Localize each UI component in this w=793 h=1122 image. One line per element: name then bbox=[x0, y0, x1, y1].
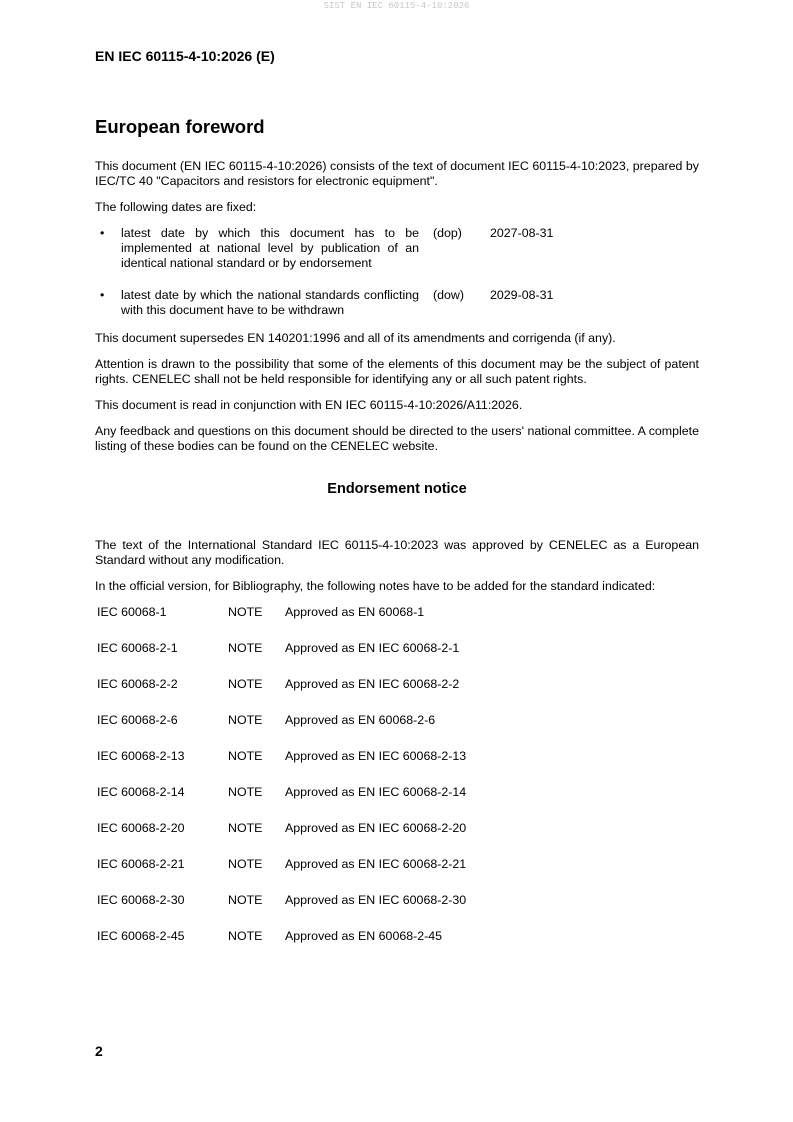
conjunction-paragraph: This document is read in conjunction with EN IEC 60115-4-10:2026/A11:2026. bbox=[95, 398, 523, 412]
note-keyword: NOTE bbox=[228, 605, 263, 619]
date-value: 2029-08-31 bbox=[490, 288, 554, 302]
note-text: Approved as EN IEC 60068-2-14 bbox=[285, 785, 467, 799]
note-row bbox=[95, 821, 699, 857]
note-text: Approved as EN IEC 60068-2-1 bbox=[285, 641, 460, 655]
note-standard: IEC 60068-2-14 bbox=[97, 785, 185, 799]
note-standard: IEC 60068-2-1 bbox=[97, 641, 178, 655]
date-row-dow bbox=[95, 288, 699, 318]
note-keyword: NOTE bbox=[228, 893, 263, 907]
note-text: Approved as EN 60068-2-45 bbox=[285, 929, 443, 943]
document-id-header: EN IEC 60115-4-10:2026 (E) bbox=[95, 48, 275, 64]
patent-paragraph: Attention is drawn to the possibility that some of the elements of this document may be the subject of patent rights. CENELEC shall not be held responsible for identifying any or all such patent rights. bbox=[95, 357, 699, 386]
date-value: 2027-08-31 bbox=[490, 226, 554, 240]
note-standard: IEC 60068-2-13 bbox=[97, 749, 185, 763]
note-row bbox=[95, 857, 699, 893]
note-standard: IEC 60068-2-20 bbox=[97, 821, 185, 835]
note-row bbox=[95, 641, 699, 677]
date-row-dop bbox=[95, 226, 699, 271]
note-text: Approved as EN IEC 60068-2-20 bbox=[285, 821, 467, 835]
watermark: SIST EN IEC 60115-4-10:2026 bbox=[323, 1, 470, 11]
note-keyword: NOTE bbox=[228, 677, 263, 691]
note-keyword: NOTE bbox=[228, 785, 263, 799]
bullet: • bbox=[100, 288, 105, 302]
note-row bbox=[95, 605, 699, 641]
date-description: latest date by which this document has to be implemented at national level by publication of an identical national standard or by endorsement bbox=[121, 226, 419, 270]
dates-list bbox=[95, 226, 699, 318]
date-abbreviation: (dop) bbox=[433, 226, 462, 240]
note-standard: IEC 60068-2-6 bbox=[97, 713, 178, 727]
note-standard: IEC 60068-2-21 bbox=[97, 857, 185, 871]
note-standard: IEC 60068-2-2 bbox=[97, 677, 178, 691]
note-row bbox=[95, 677, 699, 713]
feedback-paragraph: Any feedback and questions on this document should be directed to the users' national committee. A complete listing of these bodies can be found on the CENELEC website. bbox=[95, 424, 699, 453]
note-row bbox=[95, 713, 699, 749]
note-keyword: NOTE bbox=[228, 641, 263, 655]
note-text: Approved as EN 60068-2-6 bbox=[285, 713, 436, 727]
note-standard: IEC 60068-2-30 bbox=[97, 893, 185, 907]
date-description: latest date by which the national standards conflicting with this document have to be withdrawn bbox=[121, 288, 419, 317]
note-standard: IEC 60068-1 bbox=[97, 605, 167, 619]
note-row bbox=[95, 749, 699, 785]
date-abbreviation: (dow) bbox=[433, 288, 464, 302]
note-text: Approved as EN IEC 60068-2-2 bbox=[285, 677, 460, 691]
dates-intro: The following dates are fixed: bbox=[95, 200, 257, 214]
note-keyword: NOTE bbox=[228, 713, 263, 727]
note-row bbox=[95, 893, 699, 929]
note-keyword: NOTE bbox=[228, 857, 263, 871]
bibliography-intro: In the official version, for Bibliography, the following notes have to be added for the standard indicated: bbox=[95, 579, 656, 593]
note-text: Approved as EN IEC 60068-2-30 bbox=[285, 893, 467, 907]
endorsement-title: Endorsement notice bbox=[327, 481, 467, 497]
foreword-paragraph: This document (EN IEC 60115-4-10:2026) consists of the text of document IEC 60115-4-10:2023, prepared by IEC/TC 40 "Capacitors and resistors for electronic equipment". bbox=[95, 159, 699, 188]
page-content bbox=[95, 116, 699, 965]
foreword-title: European foreword bbox=[95, 116, 265, 137]
note-text: Approved as EN 60068-1 bbox=[285, 605, 425, 619]
note-text: Approved as EN IEC 60068-2-21 bbox=[285, 857, 467, 871]
note-text: Approved as EN IEC 60068-2-13 bbox=[285, 749, 467, 763]
note-row bbox=[95, 785, 699, 821]
page-number: 2 bbox=[95, 1043, 103, 1059]
bibliography-notes bbox=[95, 605, 699, 965]
note-keyword: NOTE bbox=[228, 929, 263, 943]
note-standard: IEC 60068-2-45 bbox=[97, 929, 185, 943]
supersedes-paragraph: This document supersedes EN 140201:1996 and all of its amendments and corrigenda (if any). bbox=[95, 331, 616, 345]
endorsement-paragraph: The text of the International Standard IEC 60115-4-10:2023 was approved by CENELEC as a European Standard without any modification. bbox=[95, 538, 699, 567]
note-keyword: NOTE bbox=[228, 749, 263, 763]
note-row bbox=[95, 929, 699, 965]
bullet: • bbox=[100, 226, 105, 240]
note-keyword: NOTE bbox=[228, 821, 263, 835]
